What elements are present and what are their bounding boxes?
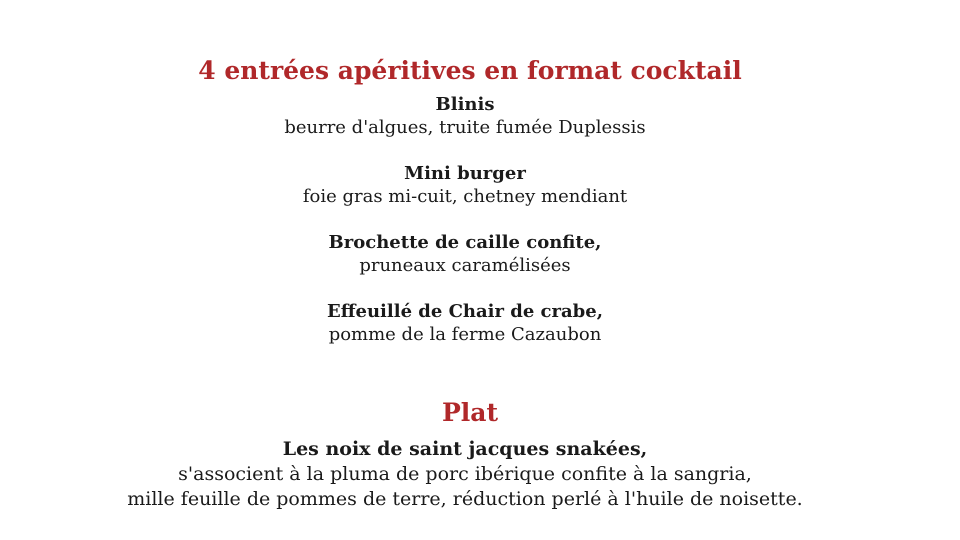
menu-item-name: Effeuillé de Chair de crabe, xyxy=(327,301,603,322)
menu-item-name: Les noix de saint jacques snakées, xyxy=(282,438,648,460)
menu-item-name: Brochette de caille confite, xyxy=(328,232,602,253)
menu-item-saint-jacques xyxy=(0,437,930,512)
menu-item-name: Mini burger xyxy=(404,163,526,184)
menu-item-description: mille feuille de pommes de terre, réduction perlé à l'huile de noisette. xyxy=(127,488,803,510)
menu-item-effeuille-crabe xyxy=(0,300,930,346)
menu-item-name: Blinis xyxy=(435,94,495,115)
menu-item-blinis xyxy=(0,93,930,139)
section-title-plat: Plat xyxy=(441,398,499,427)
menu-item-description: foie gras mi-cuit, chetney mendiant xyxy=(302,186,628,207)
plat-list xyxy=(0,437,930,512)
entrees-list xyxy=(0,93,930,346)
menu-item-description: s'associent à la pluma de porc ibérique confite à la sangria, xyxy=(178,463,752,485)
menu-item-description: pruneaux caramélisées xyxy=(359,255,571,276)
menu-item-description: pomme de la ferme Cazaubon xyxy=(328,324,602,345)
menu-item-mini-burger xyxy=(0,162,930,208)
menu-item-description: beurre d'algues, truite fumée Duplessis xyxy=(284,117,646,138)
menu-item-brochette-caille xyxy=(0,231,930,277)
section-title-entrees: 4 entrées apéritives en format cocktail xyxy=(198,56,742,85)
